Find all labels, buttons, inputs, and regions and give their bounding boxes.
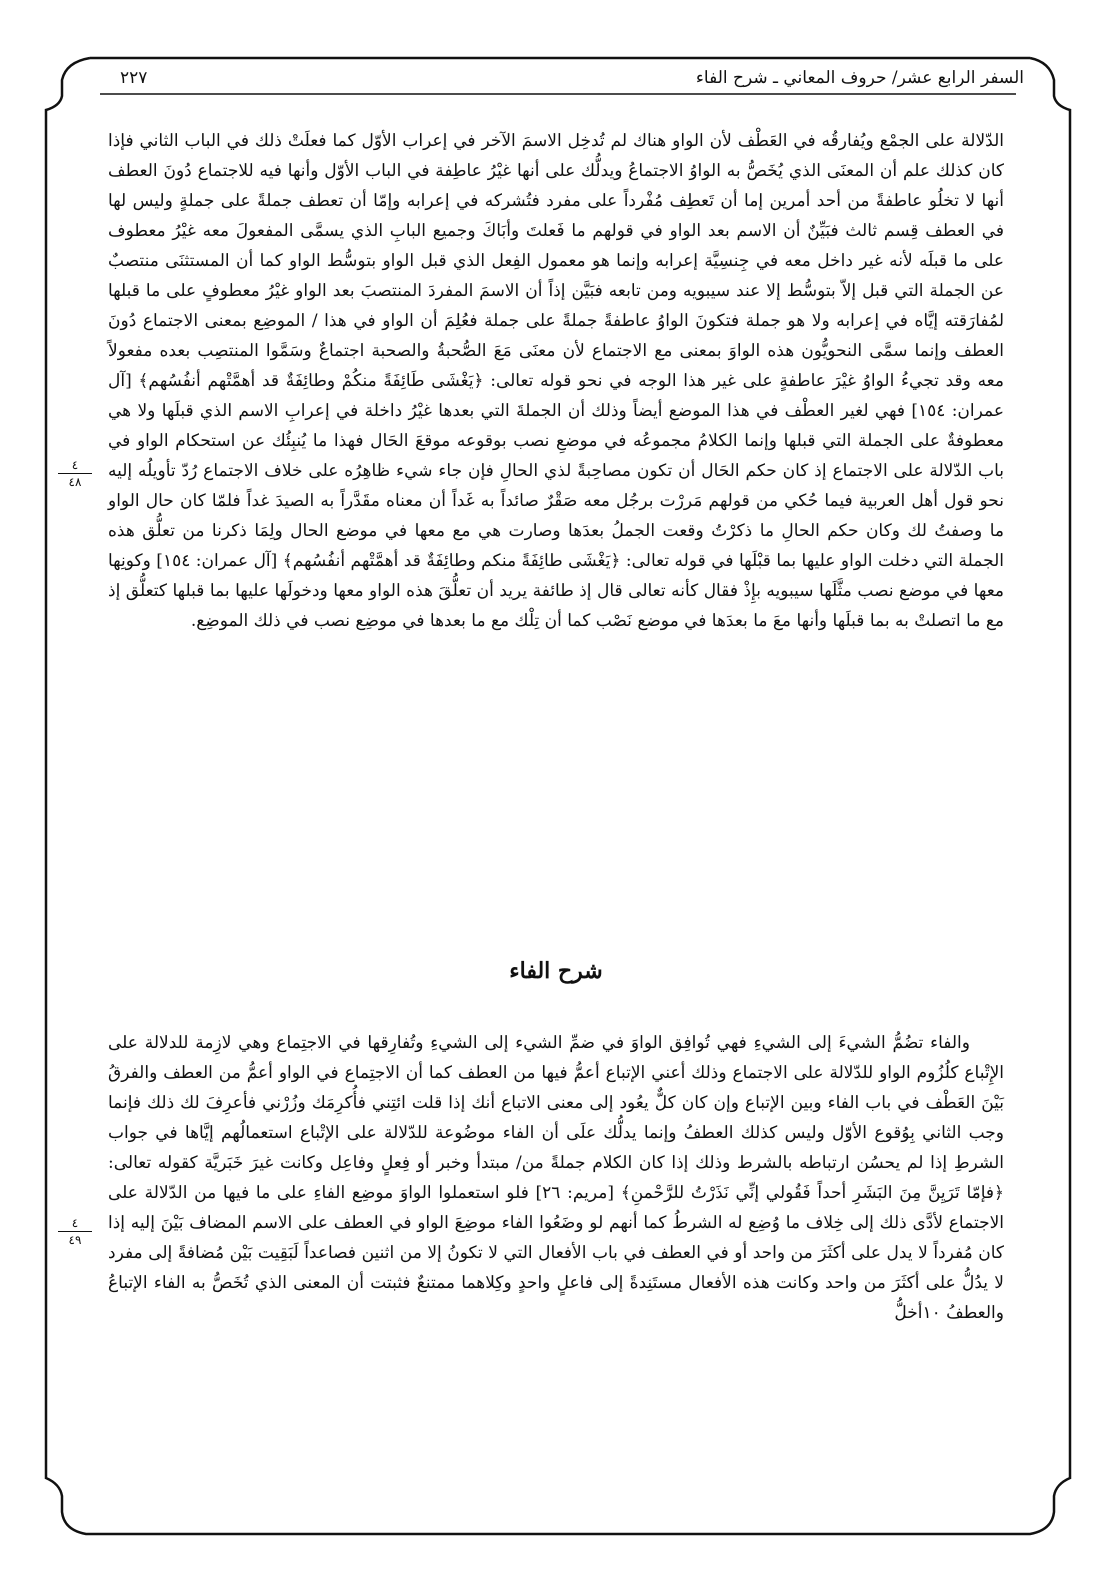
paragraph-1-text: الدّلالة على الجمْع ويُفارقُه في العَطْف لأن الواو هناك لم تُدخِل الاسمَ الآخر في إعراب الأوّل كما فعلَتْ ذلك في الباب الثاني فإذا كان كذلك علم أن المعنَى الذي يُخَصُّ به الواوُ الاجتماعُ ويدلُّك على أنها غيْرُ عاطِفة في الباب الأوّل وأنها فيه للاجتماع دُونَ العطف أنها لا تخلُو عاطفةً من أحد أمرين إما أن تَعطِف مُفْرداً على مفرد فتُشركه في إعرابه وإمّا أن تعطف جملةً على جملةٍ وليس لها في العطف قِسم ثالث فبَيِّنٌ أن الاسم بعد الواو في قولهم ما فَعلتَ وأبَاكَ وجميع البابِ الذي يسمَّى المفعولَ معه غيْرُ معطوف على ما قبلَه لأنه غير داخل معه في جِنسِيَّة إعرابه وإنما هو معمول الفِعل الذي قبل الواو بتوسُّط الواو كما أن المستثنَى منتصبٌ عن الجملة التي قبل إلاّ بتوسُّط إلا عند سيبويه ومن تابعه فبَيَّن إذاً أن الاسمَ المفردَ المنتصبَ بعد الواو غيْرُ معطوفٍ على ما قبلها لمُفارَقته إيَّاه في إعرابه ولا هو جملة فتكونَ الواوُ عاطفةً جملةً على جملة فعُلِمَ أن الواو في هذا / الموضِع بمعنى الاجتماع دُونَ العطف وإنما سمَّى النحويُّون هذه الواوَ بمعنى مع الاجتماع لأن معنَى مَعَ الصُّحبةُ والصحبة اجتماعٌ وسَمَّوا المنتصِب بعده مفعولاً معه وقد تجيءُ الواوُ غيْرَ عاطفةٍ على غير هذا الوجه في نحو قوله تعالى: ﴿يَغْشَى طَائِفَةً منكُمْ وطائِفَةٌ قد أهمَّتْهم أنفُسُهم﴾ [آل عمران: ١٥٤] فهي لغير العطْف في هذا الموضع أيضاً وذلك أن الجملةَ التي بعدها غيْرُ داخلة في إعرابِ الاسم الذي قبلَها ولا هي معطوفةٌ على الجملة التي قبلها وإنما الكلامُ مجموعُه في موضعِ نصب بوقوعه موقعَ الحَال فهذا ما يُنبِئُك عن استحكام الواو في باب الدّلالة على الاجتماع إذ كان حكم الحَال أن تكون مصاحِبةً لذي الحالِ فإن جاء شيء ظاهِرُه على خلاف الاجتماع رُدّ تأويلُه إليه نحو قول أهل العربية فيما حُكي من قولهم مَررْت برجُل معه صَقْرٌ صائداً به غَداً أن معناه مقَدَّراً به الصيدَ غداً فلمّا كان حال الواو ما وصفتُ لك وكان حكم الحالِ ما ذكرْتُ وقعت الجملُ بعدَها وصارت هي مع معها في موضع الحال ولِمَا ذكرنا من تعلُّق هذه الجملة التي دخلت الواو عليها بما قبْلَها في قوله تعالى: ﴿يَغْشَى طائِفَةً منكم وطائِفَةٌ قد أهمَّتْهم أنفُسُهم﴾ [آل عمران: ١٥٤] وكونِها معها في موضع نصب مثَّلَها سيبويه بإِذْ فقال كأنه تعالى قال إذ طائفة يريد أن تعلُّقَ هذه الواو معها ودخولَها عليها بما قبلها كتعلُّق إذ مع ما اتصلتْ به بما قبلَها وأنها معَ ما بعدَها في موضع نَصْب كما أن تِلْك مع ما بعدها في موضِع نصب في ذلك الموضِع. xyxy=(108,131,1004,631)
body-paragraph-1 xyxy=(108,126,1004,636)
margin-ref-page: ٤٩ xyxy=(68,1233,82,1247)
margin-ref-page: ٤٨ xyxy=(68,475,82,489)
section-title: شرح الفاء xyxy=(509,958,603,984)
margin-ref-volume: ٤ xyxy=(58,1216,92,1232)
running-header xyxy=(120,68,1024,92)
running-title: السفر الرابع عشر/ حروف المعاني ـ شرح الفاء xyxy=(695,68,1024,88)
margin-reference-49 xyxy=(58,1216,92,1247)
margin-reference-48 xyxy=(58,458,92,489)
body-paragraph-2 xyxy=(108,1028,1004,1328)
paragraph-2-text: والفاء تضُمُّ الشيءَ إلى الشيءِ فهي تُوافِق الواوَ في ضمِّ الشيء إلى الشيءِ وتُفارِقها في الاجتِماع وهي لازِمة للدلالة على الإِتْباع كلُزُوم الواو للدّلالة على الاجتماع وذلك أعني الإتباع أعمُّ فيها من العطف كما أن الاجتِماع في الواو أعمُّ من العطف والفرقُ بَيْنَ العَطْف في باب الفاء وبين الإتباع وإن كان كلٌّ يعُود إلى معنى الاتباع أنك إذا قلت ائتِني فأُكرِمَك وزُرْني فأعرِفَ لك ذلك فإنما وجب الثاني بِوُقوع الأوّل وليس كذلك العطفُ وإنما يدلُّك علَى أن الفاء موضُوعة للدّلالة على الإتْباع استعمالُهم إيَّاها في جواب الشرطِ إذا لم يحسُن ارتباطه بالشرط وذلك إذا كان الكلام جملةً من/ مبتدأ وخبر أو فِعلٍ وفاعِل وكانت غيرَ خَبَريَّة كقوله تعالى: ﴿فإمّا تَرَيِنَّ مِنَ البَشَرِ أحداً فَقُولي إنِّي نَذَرْتُ للرَّحْمنِ﴾ [مريم: ٢٦] فلو استعملوا الواوَ موضِع الفاءِ على ما فيها من الدّلالة على الاجتماع لأدَّى ذلك إلى خِلاف ما وُضِع له الشرطُ كما أنهم لو وضَعُوا الفاء موضِعَ الواو في العطف على الاسم المضاف بَيْنَ إليه إذا كان مُفرداً لا يدل على أكثَرَ من واحد أو في العطف في باب الأفعال التي لا تكونُ إلا من اثنين فصاعداً لَبَقِيت بَيْن مُضافةً إلى مفرد لا يدُلُّ على أكثَرَ من واحد وكانت هذه الأفعال مستَنِدةً إلى فاعلٍ واحدٍ وكِلاهما ممتنعٌ فثبتت أن المعنى الذي تُخَصُّ به الفاء الإتباعُ والعطفُ ١٠أخلُّ xyxy=(108,1033,1005,1323)
margin-ref-volume: ٤ xyxy=(58,458,92,474)
page-number: ٢٢٧ xyxy=(120,68,148,88)
